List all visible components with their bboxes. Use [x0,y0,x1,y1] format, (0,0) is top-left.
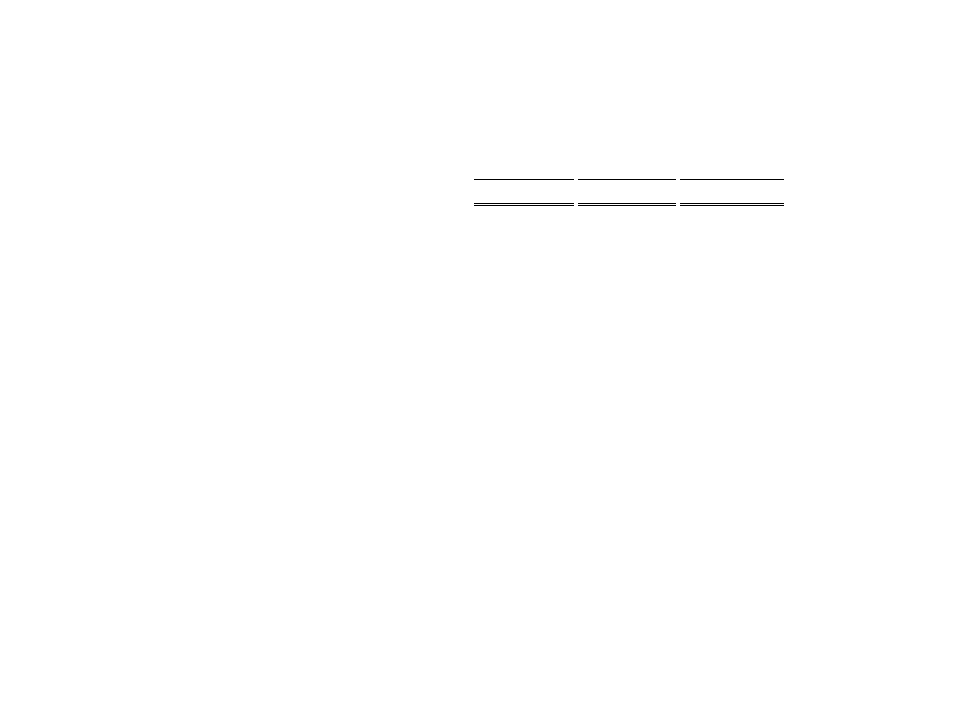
double-underline [680,203,784,206]
double-underline [578,203,676,206]
double-underline [474,203,574,206]
single-underline [680,179,784,180]
single-underline [474,179,574,180]
single-underline [578,179,676,180]
